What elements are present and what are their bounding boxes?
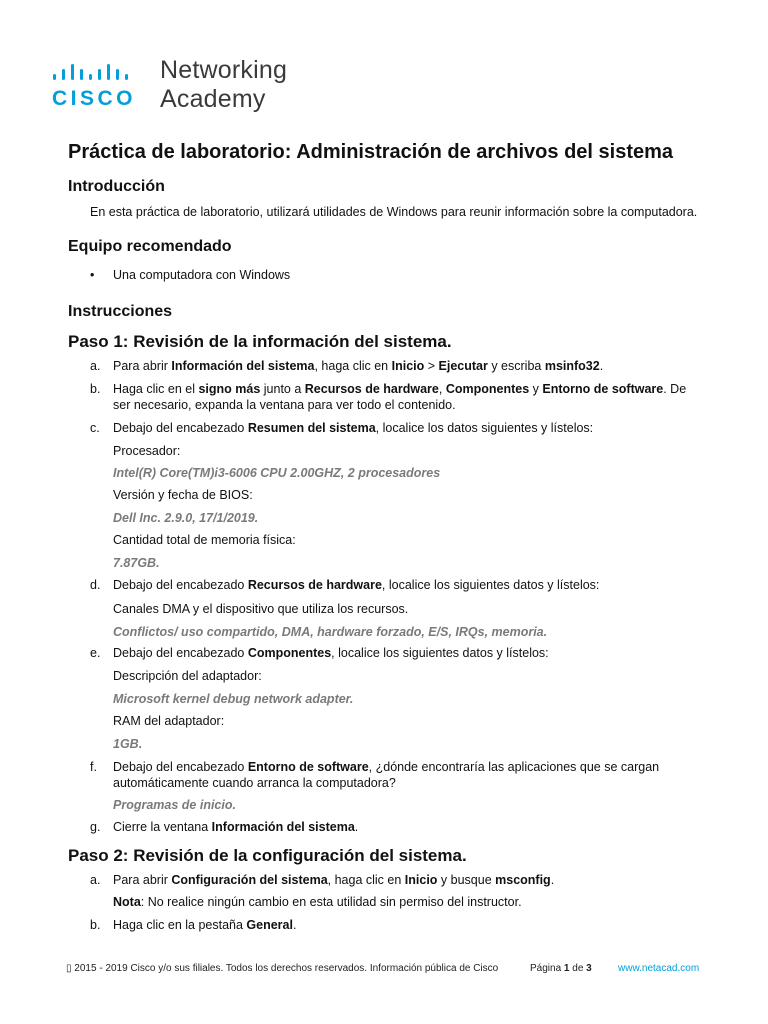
step1-d-marker: d. [90, 578, 101, 592]
step1-e-marker: e. [90, 646, 101, 660]
logo-academy-text: Academy [160, 85, 266, 113]
memory-label: Cantidad total de memoria física: [113, 533, 296, 547]
memory-answer: 7.87GB. [113, 556, 160, 570]
adapter-description-answer: Microsoft kernel debug network adapter. [113, 692, 354, 706]
intro-heading: Introducción [68, 178, 165, 195]
step2-heading: Paso 2: Revisión de la configuración del sistema. [68, 846, 467, 865]
footer-page-number: Página 1 de 3 [530, 963, 592, 974]
step1-e-text: Debajo del encabezado Componentes, localice los siguientes datos y lístelos: [113, 646, 549, 660]
step2-note: Nota: No realice ningún cambio en esta utilidad sin permiso del instructor. [113, 895, 522, 909]
equipment-heading: Equipo recomendado [68, 238, 232, 255]
instructions-heading: Instrucciones [68, 303, 173, 320]
step1-c-text: Debajo del encabezado Resumen del sistema, localice los datos siguientes y lístelos: [113, 421, 594, 435]
step2-b-text: Haga clic en la pestaña General. [113, 918, 297, 932]
step1-g-text: Cierre la ventana Información del sistema. [113, 820, 359, 834]
step1-b-text: Haga clic en el signo más junto a Recursos de hardware, Componentes y Entorno de software. De [113, 382, 687, 396]
step1-f-marker: f. [90, 760, 97, 774]
startup-answer: Programas de inicio. [113, 798, 236, 812]
step1-heading: Paso 1: Revisión de la información del sistema. [68, 332, 452, 351]
step1-c-marker: c. [90, 421, 100, 435]
copyright-symbol: ▯ [66, 963, 72, 974]
cisco-wordmark: CISCO [52, 87, 137, 110]
bios-label: Versión y fecha de BIOS: [113, 488, 253, 502]
intro-text: En esta práctica de laboratorio, utilizará utilidades de Windows para reunir información sobre la computadora. [90, 205, 698, 219]
equipment-item: Una computadora con Windows [113, 268, 291, 282]
adapter-ram-answer: 1GB. [113, 737, 143, 751]
dma-answer: Conflictos/ uso compartido, DMA, hardware forzado, E/S, IRQs, memoria. [113, 625, 548, 639]
processor-label: Procesador: [113, 444, 181, 458]
bios-answer: Dell Inc. 2.9.0, 17/1/2019. [113, 511, 259, 525]
adapter-ram-label: RAM del adaptador: [113, 714, 225, 728]
step1-b-text-line2: ser necesario, expanda la ventana para ver todo el contenido. [113, 398, 456, 412]
step1-b-marker: b. [90, 382, 101, 396]
processor-answer: Intel(R) Core(TM)i3-6006 CPU 2.00GHZ, 2 procesadores [113, 466, 441, 480]
step1-a-marker: a. [90, 359, 101, 373]
bullet-marker: • [90, 268, 95, 282]
step1-d-text: Debajo del encabezado Recursos de hardware, localice los siguientes datos y lístelos: [113, 578, 600, 592]
cisco-bars-icon [52, 62, 144, 82]
footer-url[interactable] [618, 963, 699, 974]
footer-copyright: ▯ 2015 - 2019 Cisco y/o sus filiales. Todos los derechos reservados. Información pública de Cisco [66, 963, 499, 974]
cisco-networking-academy-logo [52, 56, 312, 118]
netacad-link[interactable]: www.netacad.com [618, 963, 700, 974]
step1-g-marker: g. [90, 820, 101, 834]
adapter-description-label: Descripción del adaptador: [113, 669, 262, 683]
logo-networking-text: Networking [160, 56, 288, 84]
step2-a-text: Para abrir Configuración del sistema, haga clic en Inicio y busque msconfig. [113, 873, 555, 887]
dma-label: Canales DMA y el dispositivo que utiliza los recursos. [113, 602, 409, 616]
step2-a-marker: a. [90, 873, 101, 887]
step2-b-marker: b. [90, 918, 101, 932]
step1-f-text-line2: automáticamente cuando arranca la computadora? [113, 776, 396, 790]
step1-f-text: Debajo del encabezado Entorno de software, ¿dónde encontraría las aplicaciones que se cargan [113, 760, 660, 774]
document-title: Práctica de laboratorio: Administración de archivos del sistema [68, 141, 674, 163]
step1-a-text: Para abrir Información del sistema, haga clic en Inicio > Ejecutar y escriba msinfo32. [113, 359, 604, 373]
